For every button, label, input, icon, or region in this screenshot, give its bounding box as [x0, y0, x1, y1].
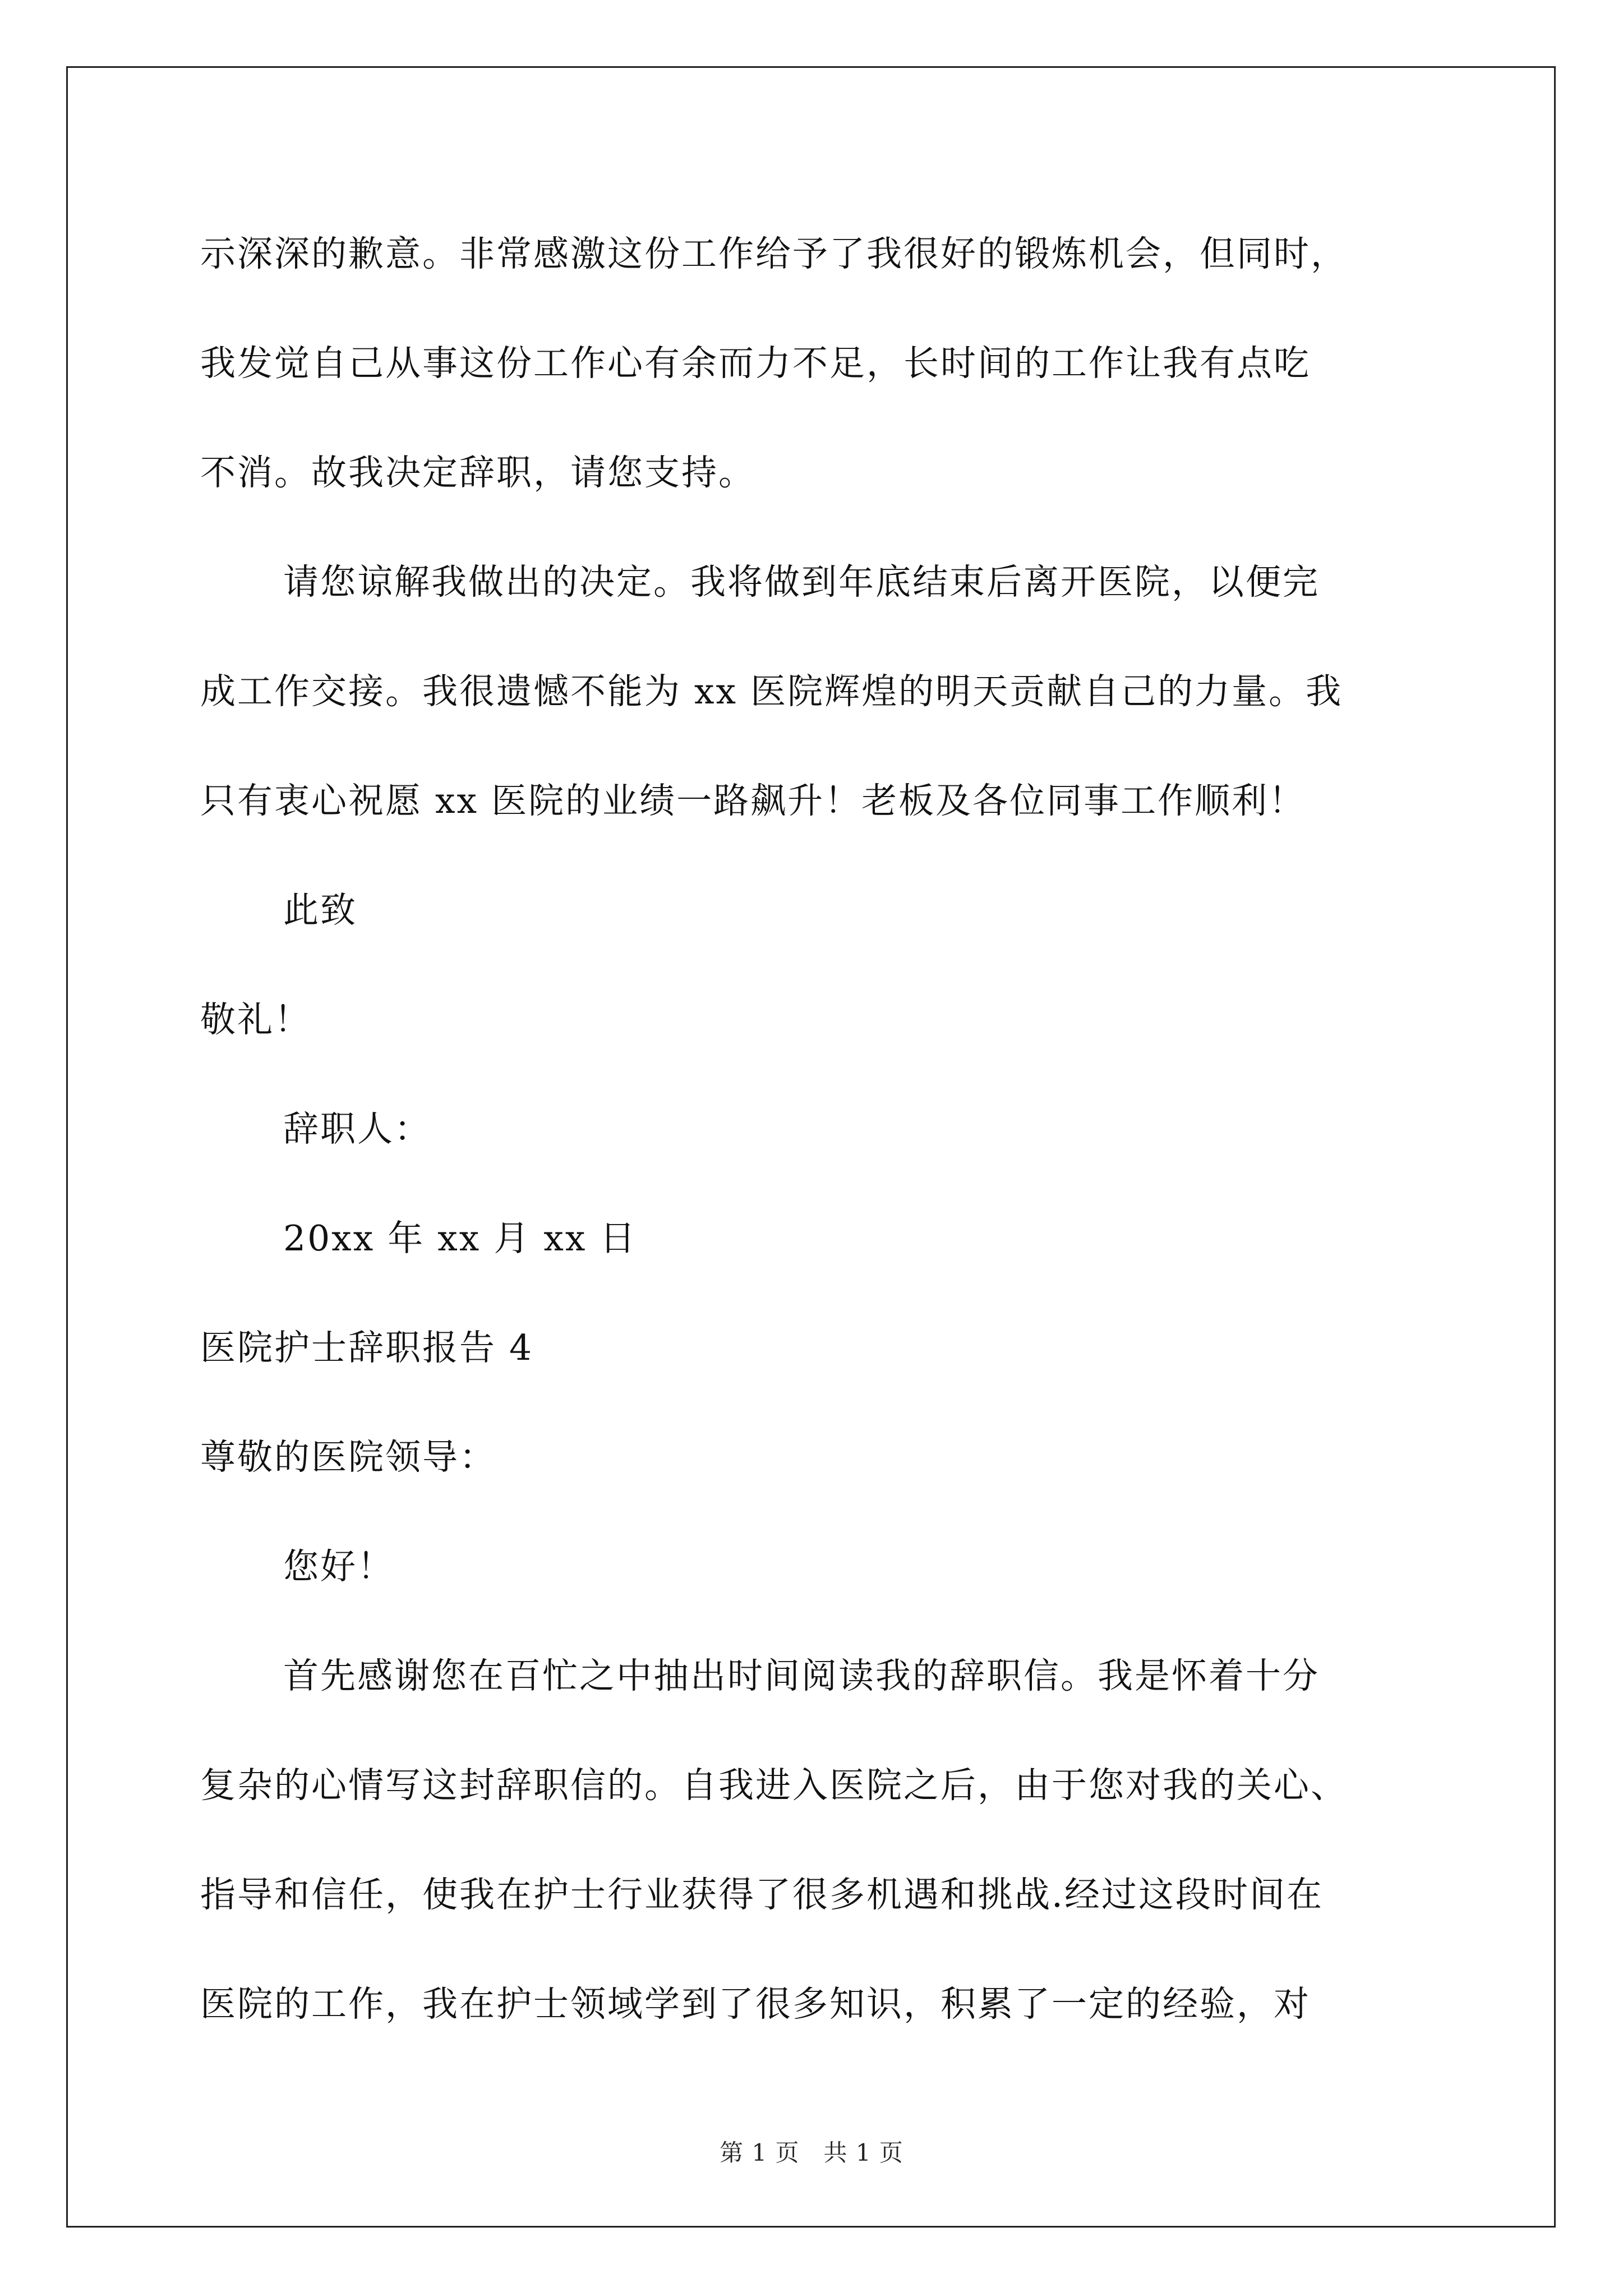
text-line: 示深深的歉意。非常感激这份工作给予了我很好的锻炼机会，但同时，	[200, 233, 1348, 274]
text-line: 只有衷心祝愿 xx 医院的业绩一路飙升！老板及各位同事工作顺利！	[200, 780, 1306, 821]
letter-recipient: 尊敬的医院领导：	[200, 1437, 496, 1478]
signature-label: 辞职人：	[283, 1108, 431, 1149]
text-line: 指导和信任，使我在护士行业获得了很多机遇和挑战.经过这段时间在	[200, 1874, 1324, 1915]
paragraph-start-line: 首先感谢您在百忙之中抽出时间阅读我的辞职信。我是怀着十分	[283, 1655, 1320, 1696]
text-line: 成工作交接。我很遗憾不能为 xx 医院辉煌的明天贡献自己的力量。我	[200, 671, 1343, 712]
text-line: 不消。故我决定辞职，请您支持。	[200, 452, 755, 493]
text-line: 医院的工作，我在护士领域学到了很多知识，积累了一定的经验，对	[200, 1984, 1311, 2024]
greeting: 您好！	[283, 1546, 394, 1587]
text-line: 复杂的心情写这封辞职信的。自我进入医院之后，由于您对我的关心、	[200, 1765, 1348, 1806]
document-body	[200, 199, 1451, 2059]
section-heading: 医院护士辞职报告 4	[200, 1327, 534, 1368]
signature-date: 20xx 年 xx 月 xx 日	[283, 1218, 637, 1259]
closing-regards: 敬礼！	[200, 999, 311, 1040]
text-line: 我发觉自己从事这份工作心有余而力不足，长时间的工作让我有点吃	[200, 343, 1311, 384]
page-number-footer: 第 1 页 共 1 页	[720, 2139, 903, 2166]
closing-salutation: 此致	[283, 890, 357, 931]
paragraph-start-line: 请您谅解我做出的决定。我将做到年底结束后离开医院，以便完	[283, 562, 1320, 602]
